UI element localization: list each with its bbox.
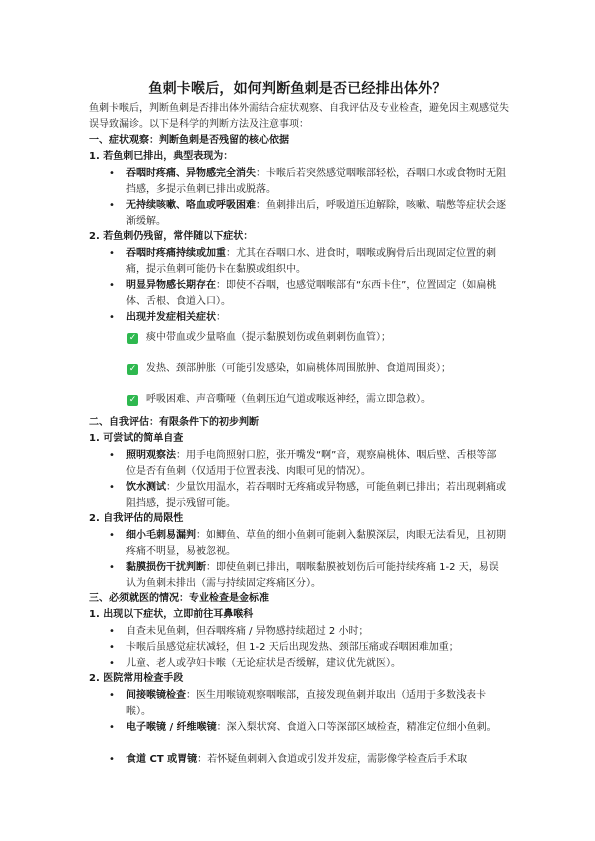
checkmark-icon: ✓ [128,364,137,374]
bullet-dot: • [109,482,115,493]
section-3-sub1-heading: 1. 出现以下症状，立即前往耳鼻喉科 [89,609,254,620]
list-item: 饮水测试：少量饮用温水，若吞咽时无疼痛或异物感，可能鱼刺已排出；若出现刺痛或阻挡感，提示残留可能。 [126,482,506,509]
section-2-sub2-heading: 2. 自我评估的局限性 [89,513,184,524]
bullet-dot: • [109,168,115,179]
section-2-heading: 二、自我评估：有限条件下的初步判断 [89,417,259,428]
bullet-dot: • [109,658,115,669]
list-item: 间接喉镜检查：医生用喉镜观察咽喉部，直接发现鱼刺并取出（适用于多数浅表卡喉）。 [126,690,486,717]
list-item: 自查未见鱼刺，但吞咽疼痛 / 异物感持续超过 2 小时； [126,626,369,637]
bullet-dot: • [109,722,115,733]
list-item: 明显异物感长期存在：即使不吞咽，也感觉咽喉部有“东西卡住”，位置固定（如扁桃体、舌根、食道入口）。 [126,280,497,307]
list-item: 出现并发症相关症状： [126,312,226,323]
list-item: 细小毛刺易漏判：如鲫鱼、草鱼的细小鱼刺可能刺入黏膜深层，肉眼无法看见，且初期疼痛不明显，易被忽视。 [126,530,506,557]
list-item: 食道 CT 或胃镜：若怀疑鱼刺刺入食道或引发并发症，需影像学检查后手术取 [126,754,468,765]
list-item: 吞咽时疼痛持续或加重：尤其在吞咽口水、进食时，咽喉或胸骨后出现固定位置的刺痛，提示鱼刺可能仍卡在黏膜或组织中。 [126,248,496,275]
bullet-dot: • [109,626,115,637]
list-item: 儿童、老人或孕妇卡喉（无论症状是否缓解，建议优先就医）。 [126,658,401,669]
bullet-dot: • [109,312,115,323]
check-item: 发热、颈部肿胀（可能引发感染，如扁桃体周围脓肿、食道周围炎）； [146,363,451,374]
bullet-dot: • [109,642,115,653]
section-3-heading: 三、必须就医的情况：专业检查是金标准 [89,593,269,604]
list-item: 黏膜损伤干扰判断：即使鱼刺已排出，咽喉黏膜被划伤后可能持续疼痛 1-2 天，易误认为鱼刺未排出（需与持续固定疼痛区分）。 [126,562,499,589]
section-1-sub2-heading: 2. 若鱼刺仍残留，常伴随以下症状： [89,231,254,242]
section-2-sub1-heading: 1. 可尝试的简单自查 [89,433,184,444]
bullet-dot: • [109,248,115,259]
checkmark-icon: ✓ [128,395,137,405]
bullet-dot: • [109,450,115,461]
list-item: 卡喉后虽感觉症状减轻，但 1-2 天后出现发热、颈部压痛或吞咽困难加重； [126,642,459,653]
page-title: 鱼刺卡喉后，如何判断鱼刺是否已经排出体外？ [148,81,447,97]
section-3-sub2-heading: 2. 医院常用检查手段 [89,673,184,684]
section-1-heading: 一、症状观察：判断鱼刺是否残留的核心依据 [89,135,289,146]
bullet-dot: • [109,530,115,541]
check-item: 痰中带血或少量咯血（提示黏膜划伤或鱼刺刺伤血管）； [146,332,391,343]
bullet-dot: • [109,690,115,701]
list-item: 吞咽时疼痛、异物感完全消失：卡喉后若突然感觉咽喉部轻松，吞咽口水或食物时无阻挡感，多提示鱼刺已排出或脱落。 [126,168,506,195]
bullet-dot: • [109,200,115,211]
list-item: 电子喉镜 / 纤维喉镜：深入梨状窝、食道入口等深部区域检查，精准定位细小鱼刺。 [126,722,497,733]
section-1-sub1-heading: 1. 若鱼刺已排出，典型表现为： [89,151,234,162]
list-item: 无持续咳嗽、咯血或呼吸困难：鱼刺排出后，呼吸道压迫解除，咳嗽、喘憋等症状会逐渐缓解。 [126,200,506,227]
intro-paragraph: 鱼刺卡喉后，判断鱼刺是否排出体外需结合症状观察、自我评估及专业检查，避免因主观感觉失误导致漏诊。以下是科学的判断方法及注意事项： [89,103,509,130]
bullet-dot: • [109,562,115,573]
checkmark-icon: ✓ [128,333,137,343]
list-item: 照明观察法：用手电筒照射口腔，张开嘴发“啊”音，观察扁桃体、咽后壁、舌根等部位是否有鱼刺（仅适用于位置表浅、肉眼可见的情况）。 [126,450,497,477]
bullet-dot: • [109,754,115,765]
check-item: 呼吸困难、声音嘶哑（鱼刺压迫气道或喉返神经，需立即急救）。 [146,394,431,405]
bullet-dot: • [109,280,115,291]
